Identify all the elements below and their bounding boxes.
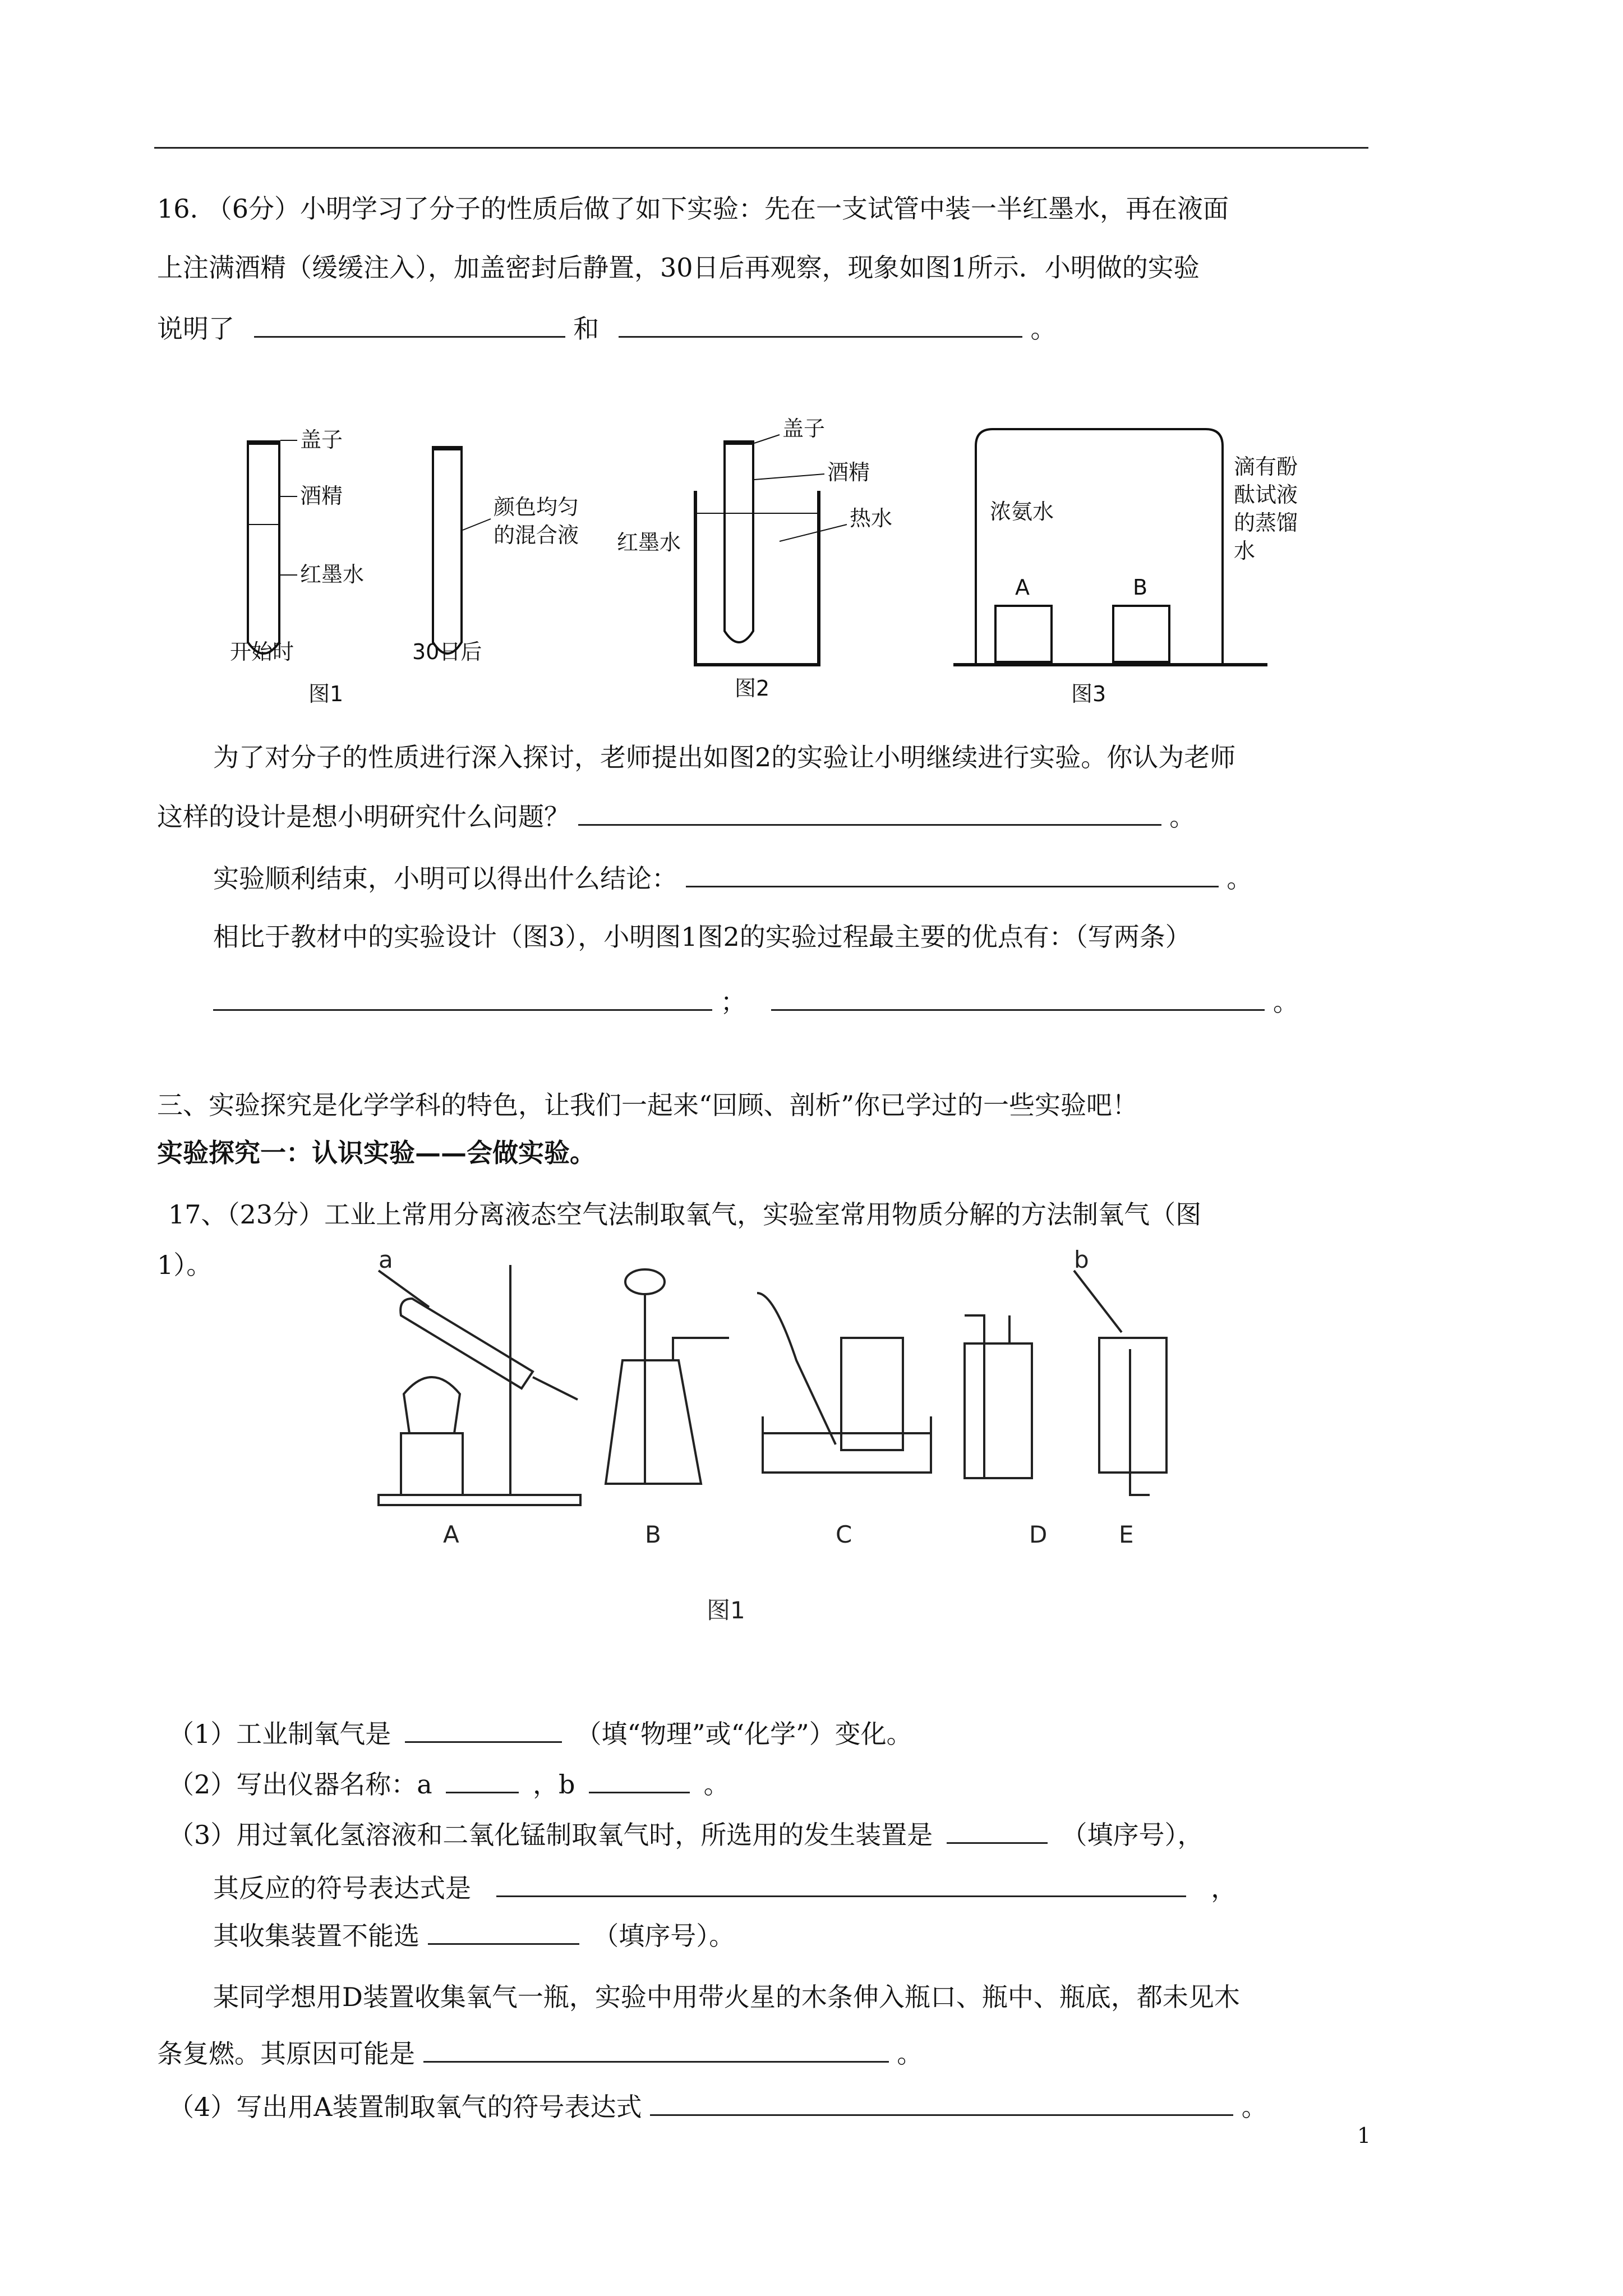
answer-blank-5[interactable] — [213, 984, 712, 1011]
apparatus-a-base-shape — [379, 1495, 580, 1505]
water-trough-shape — [763, 1416, 931, 1473]
q16-text: 这样的设计是想小明研究什么问题？ — [157, 802, 570, 832]
fig3-label-1: 滴有酚 — [1234, 454, 1298, 479]
q16-text: ； — [720, 987, 746, 1017]
answer-blank-11[interactable] — [496, 1871, 1186, 1897]
fig2-caption: 图2 — [735, 676, 770, 701]
answer-blank-7[interactable] — [405, 1717, 562, 1743]
q16-text: 。 — [1227, 863, 1253, 894]
q17-sub-2 — [168, 1767, 730, 1801]
fig3-caption: 图3 — [1071, 682, 1106, 706]
fig3-label-2: 酞试液 — [1234, 482, 1298, 507]
q16-text: 说明了 — [157, 314, 234, 344]
apparatus-label-c: C — [836, 1521, 852, 1548]
fig3-label-a: A — [1015, 575, 1030, 600]
answer-blank-1[interactable] — [254, 311, 565, 338]
fig1-label-30days: 30日后 — [412, 639, 482, 664]
fig3-label-3: 的蒸馏 — [1234, 510, 1298, 535]
fig2-label-cap: 盖子 — [782, 416, 826, 441]
q17-text: ， — [1211, 1873, 1237, 1903]
bell-jar-shape — [976, 429, 1223, 665]
label-b: b — [1074, 1246, 1089, 1273]
label-a: a — [379, 1246, 393, 1273]
wood-block-shape — [401, 1433, 463, 1495]
q16-line-3 — [157, 311, 1057, 346]
q16-text: 。 — [1169, 802, 1196, 832]
q17-text: （1）工业制氧气是 — [168, 1719, 391, 1749]
answer-blank-10[interactable] — [947, 1818, 1048, 1844]
answer-blank-4[interactable] — [686, 861, 1219, 887]
q16-para-5 — [213, 984, 1299, 1019]
q17-text: 条复燃。其原因可能是 — [157, 2039, 415, 2069]
q17-sub-3-line-2 — [213, 1871, 1237, 1905]
q16-text: 和 — [573, 314, 600, 344]
answer-blank-12[interactable] — [428, 1918, 579, 1945]
q16-line-2: 上注满酒精（缓缓注入），加盖密封后静置，30日后再观察，现象如图1所示．小明做的实验 — [157, 252, 1200, 283]
q16-line-1: 16. （6分）小明学习了分子的性质后做了如下实验：先在一支试管中装一半红墨水，再在液面 — [157, 194, 1229, 224]
answer-blank-3[interactable] — [578, 799, 1161, 826]
answer-blank-6[interactable] — [771, 984, 1265, 1011]
test-tube-horizontal-shape — [400, 1299, 533, 1388]
answer-blank-2[interactable] — [619, 311, 1022, 338]
apparatus-label-e: E — [1119, 1521, 1134, 1548]
q17-text: （填序号）， — [1061, 1820, 1204, 1850]
apparatus-label-b: B — [645, 1521, 661, 1548]
flask-shape — [606, 1360, 701, 1484]
q17-sub-3-para-2 — [157, 2036, 923, 2070]
answer-blank-13[interactable] — [423, 2036, 889, 2063]
page-number: 1 — [1357, 2123, 1371, 2148]
q16-para-2-line-1: 为了对分子的性质进行深入探讨，老师提出如图2的实验让小明继续进行实验。你认为老师 — [213, 742, 1236, 772]
fig1-label-ink: 红墨水 — [300, 562, 365, 587]
q17-text: （填序号）。 — [593, 1921, 735, 1951]
apparatus-label-a: A — [443, 1521, 459, 1548]
collection-bottle-d-shape — [965, 1343, 1032, 1478]
fig3-label-ammonia: 浓氨水 — [990, 499, 1054, 524]
q17-text: 其收集装置不能选 — [213, 1921, 419, 1951]
fig1-label-mix-2: 的混合液 — [494, 523, 579, 547]
alcohol-lamp-shape — [404, 1377, 460, 1433]
q17-line-1: 17、（23分）工业上常用分离液态空气法制取氧气，实验室常用物质分解的方法制氧气（图 — [168, 1199, 1202, 1230]
beaker-b-shape — [1113, 606, 1169, 662]
collection-bottle-e-shape — [1099, 1338, 1166, 1473]
q17-text: （3）用过氧化氢溶液和二氧化锰制取氧气时，所选用的发生装置是 — [168, 1820, 933, 1850]
q17-sub-1 — [168, 1717, 912, 1751]
q16-para-3 — [213, 861, 1252, 895]
fig2-label-alcohol: 酒精 — [827, 460, 870, 485]
apparatus-label-d: D — [1029, 1521, 1048, 1548]
fig1-caption: 图1 — [308, 682, 344, 706]
q17-sub-3-line-3 — [213, 1918, 735, 1953]
q17-text: （填“物理”或“化学”）变化。 — [575, 1719, 912, 1749]
q17-text: 。 — [703, 1769, 730, 1800]
q17-text: （4）写出用A装置制取氧气的符号表达式 — [168, 2092, 642, 2122]
q17-text: ，b — [532, 1769, 575, 1800]
q17-sub-3 — [168, 1818, 1204, 1852]
q17-figure-caption: 图1 — [707, 1596, 745, 1624]
answer-blank-8[interactable] — [446, 1767, 519, 1793]
q16-text: 。 — [1272, 987, 1299, 1017]
q17-sub-3-para-1: 某同学想用D装置收集氧气一瓶，实验中用带火星的木条伸入瓶口、瓶中、瓶底，都未见木 — [213, 1982, 1240, 2012]
fig3-label-b: B — [1133, 575, 1148, 600]
q17-text: （2）写出仪器名称：a — [168, 1769, 432, 1800]
header-rule — [154, 147, 1368, 149]
q17-text: 。 — [897, 2039, 923, 2069]
q17-line-2: 1）。 — [157, 1250, 213, 1280]
fig1-label-alcohol: 酒精 — [300, 484, 343, 508]
q16-text: 。 — [1030, 314, 1057, 344]
beaker-a-shape — [995, 606, 1052, 662]
q16-para-2-line-2 — [157, 799, 1195, 834]
answer-blank-9[interactable] — [589, 1767, 690, 1793]
q17-apparatus-figure — [370, 1248, 1234, 1641]
fig1-label-cap: 盖子 — [300, 427, 343, 452]
q17-text: 。 — [1241, 2092, 1267, 2122]
fig2-label-hot-water: 热水 — [850, 506, 893, 531]
answer-blank-14[interactable] — [650, 2090, 1233, 2116]
fig2-label-ink: 红墨水 — [617, 530, 681, 555]
fig1-label-mix-1: 颜色均匀 — [494, 495, 579, 519]
section-3-subtitle: 实验探究一：认识实验——会做实验。 — [157, 1138, 596, 1168]
q17-sub-4 — [168, 2090, 1267, 2124]
test-tube-shape — [248, 445, 279, 654]
beaker-shape — [695, 491, 819, 665]
q16-text: 实验顺利结束，小明可以得出什么结论： — [213, 863, 677, 894]
cap-shape — [247, 440, 280, 445]
q17-text: 其反应的符号表达式是 — [213, 1873, 471, 1903]
fig3-label-4: 水 — [1234, 539, 1256, 563]
q16-para-4: 相比于教材中的实验设计（图3），小明图1图2的实验过程最主要的优点有：（写两条） — [213, 922, 1191, 952]
funnel-shape — [625, 1269, 665, 1294]
section-3-title: 三、实验探究是化学学科的特色，让我们一起来“回顾、剖析”你已学过的一些实验吧！ — [157, 1090, 1138, 1120]
fig1-label-start: 开始时 — [230, 639, 294, 664]
q16-figures — [213, 395, 1298, 715]
